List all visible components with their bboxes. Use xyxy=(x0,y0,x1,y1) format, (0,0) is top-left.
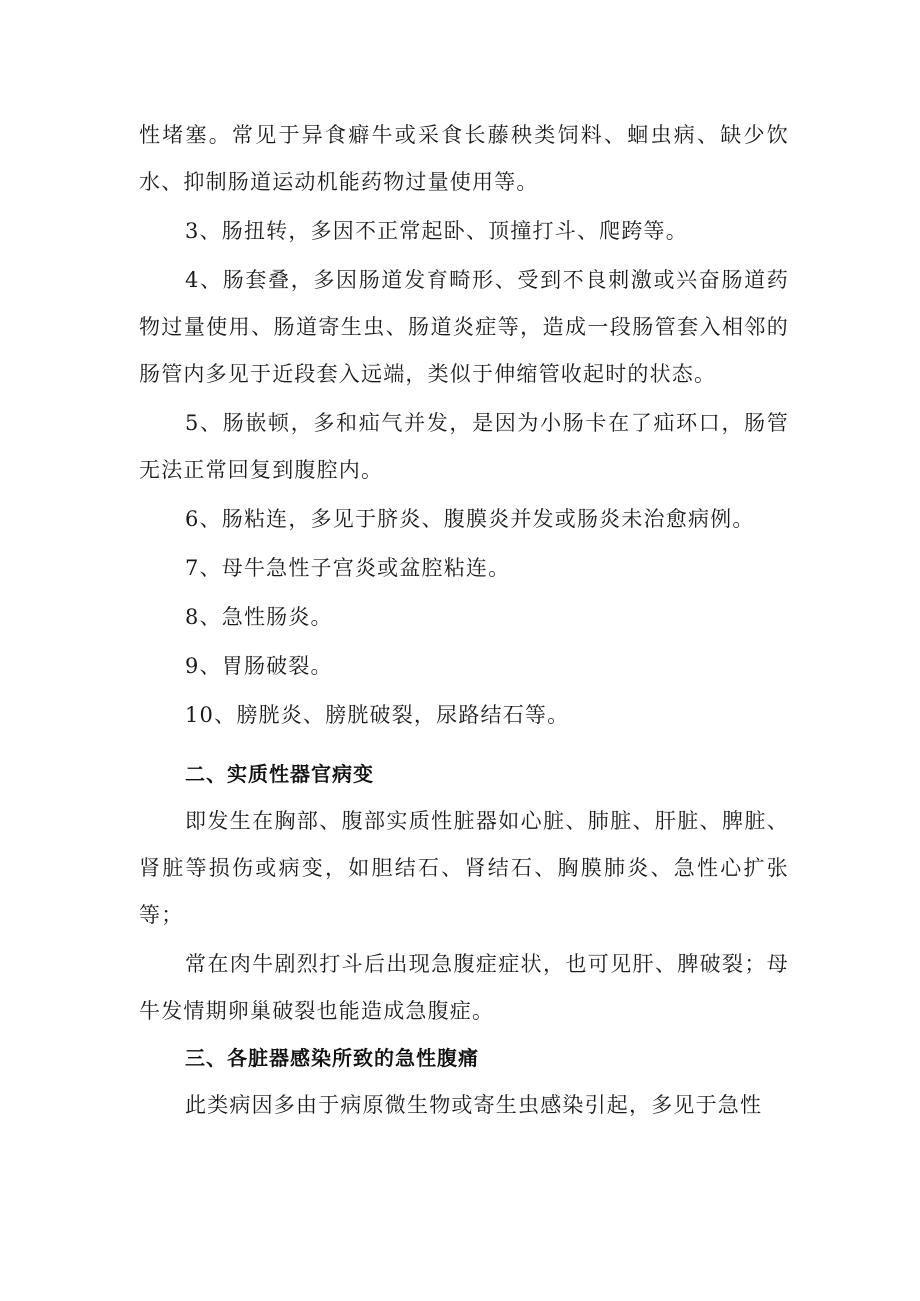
list-item-7: 7、母牛急性子宫炎或盆腔粘连。 xyxy=(185,556,511,580)
section-heading-3: 三、各脏器感染所致的急性腹痛 xyxy=(185,1046,479,1070)
section-2-paragraph-2: 常在肉牛剧烈打斗后出现急腹症症状，也可见肝、脾破裂；母牛发情期卵巢破裂也能造成急腹症。 xyxy=(139,952,789,1023)
document-body xyxy=(139,112,789,1129)
section-heading-2: 二、实质性器官病变 xyxy=(185,762,374,786)
list-item-6: 6、肠粘连，多见于脐炎、腹膜炎并发或肠炎未治愈病例。 xyxy=(185,507,755,531)
list-item-8: 8、急性肠炎。 xyxy=(185,605,333,629)
section-3-paragraph-1: 此类病因多由于病原微生物或寄生虫感染引起，多见于急性 xyxy=(185,1093,763,1117)
section-2-paragraph-1: 即发生在胸部、腹部实质性脏器如心脏、肺脏、肝脏、脾脏、肾脏等损伤或病变，如胆结石、肾结石、胸膜肺炎、急性心扩张等； xyxy=(139,809,789,927)
list-item-10: 10、膀胱炎、膀胱破裂，尿路结石等。 xyxy=(185,703,570,727)
list-item-3: 3、肠扭转，多因不正常起卧、顶撞打斗、爬跨等。 xyxy=(185,219,688,243)
list-item-9: 9、胃肠破裂。 xyxy=(185,654,333,678)
list-item-4: 4、肠套叠，多因肠道发育畸形、受到不良刺激或兴奋肠道药物过量使用、肠道寄生虫、肠道炎症等，造成一段肠管套入相邻的肠管内多见于近段套入远端，类似于伸缩管收起时的状态。 xyxy=(139,268,789,386)
paragraph-continuation: 性堵塞。常见于异食癖牛或采食长藤秧类饲料、蛔虫病、缺少饮水、抑制肠道运动机能药物过量使用等。 xyxy=(139,123,789,194)
list-item-5: 5、肠嵌顿，多和疝气并发，是因为小肠卡在了疝环口，肠管无法正常回复到腹腔内。 xyxy=(139,411,789,482)
